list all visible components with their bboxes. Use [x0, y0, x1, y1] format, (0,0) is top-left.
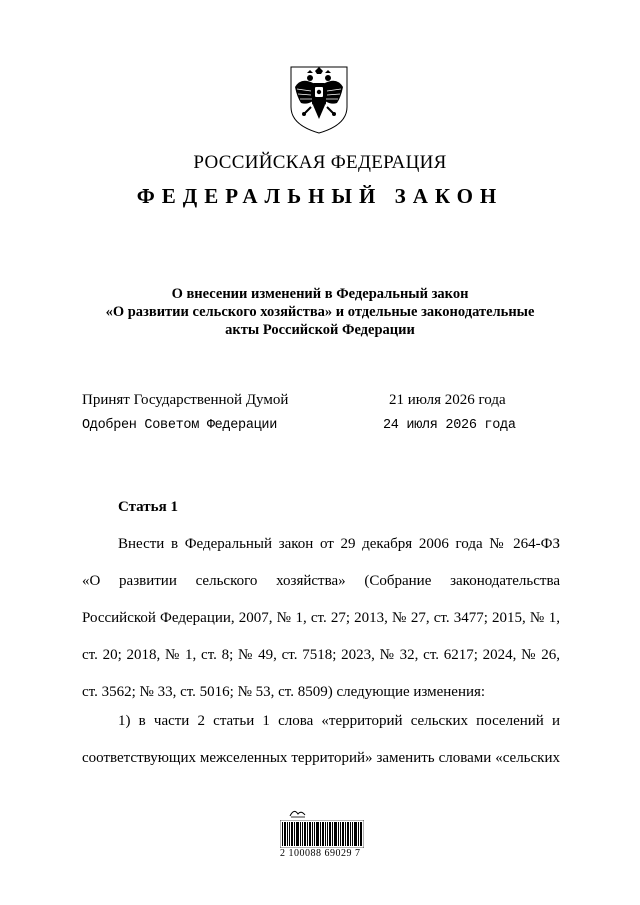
- article-text-line: ст. 3562; № 33, ст. 5016; № 53, ст. 8509) следующие изменения:: [82, 684, 486, 700]
- approved-label: Одобрен Советом Федерации: [82, 418, 278, 433]
- law-title-line: «О развитии сельского хозяйства» и отдельные законодательные: [105, 304, 535, 320]
- adopted-date: 21 июля 2026 года: [389, 392, 506, 408]
- document-type: ФЕДЕРАЛЬНЫЙ ЗАКОН: [136, 184, 504, 208]
- article-text-line: Российской Федерации, 2007, № 1, ст. 27; 2013, № 27, ст. 3477; 2015, № 1,: [82, 610, 560, 626]
- barcode-mark-icon: [288, 808, 308, 818]
- article-text-line: Внести в Федеральный закон от 29 декабря 2006 года № 264-ФЗ: [118, 536, 560, 552]
- adopted-label: Принят Государственной Думой: [82, 392, 289, 408]
- article-text-line: ст. 20; 2018, № 1, ст. 8; № 49, ст. 7518; 2023, № 32, ст. 6217; 2024, № 26,: [82, 647, 560, 663]
- article-text-line: «О развитии сельского хозяйства» (Собрание законодательства: [82, 573, 560, 589]
- coat-of-arms-emblem: [287, 63, 351, 135]
- article-text-line: соответствующих межселенных территорий» заменить словами «сельских: [82, 750, 560, 766]
- law-title-line: акты Российской Федерации: [225, 322, 415, 338]
- article-heading: Статья 1: [118, 499, 178, 515]
- barcode-number: 2 100088 69029 7: [280, 848, 361, 859]
- article-text-line: 1) в части 2 статьи 1 слова «территорий сельских поселений и: [118, 713, 560, 729]
- law-title-line: О внесении изменений в Федеральный закон: [171, 286, 469, 302]
- barcode: [280, 808, 366, 860]
- barcode-bars: [280, 820, 364, 848]
- approved-date: 24 июля 2026 года: [383, 418, 516, 433]
- law-title: [60, 285, 580, 339]
- country-name: РОССИЙСКАЯ ФЕДЕРАЦИЯ: [193, 152, 447, 173]
